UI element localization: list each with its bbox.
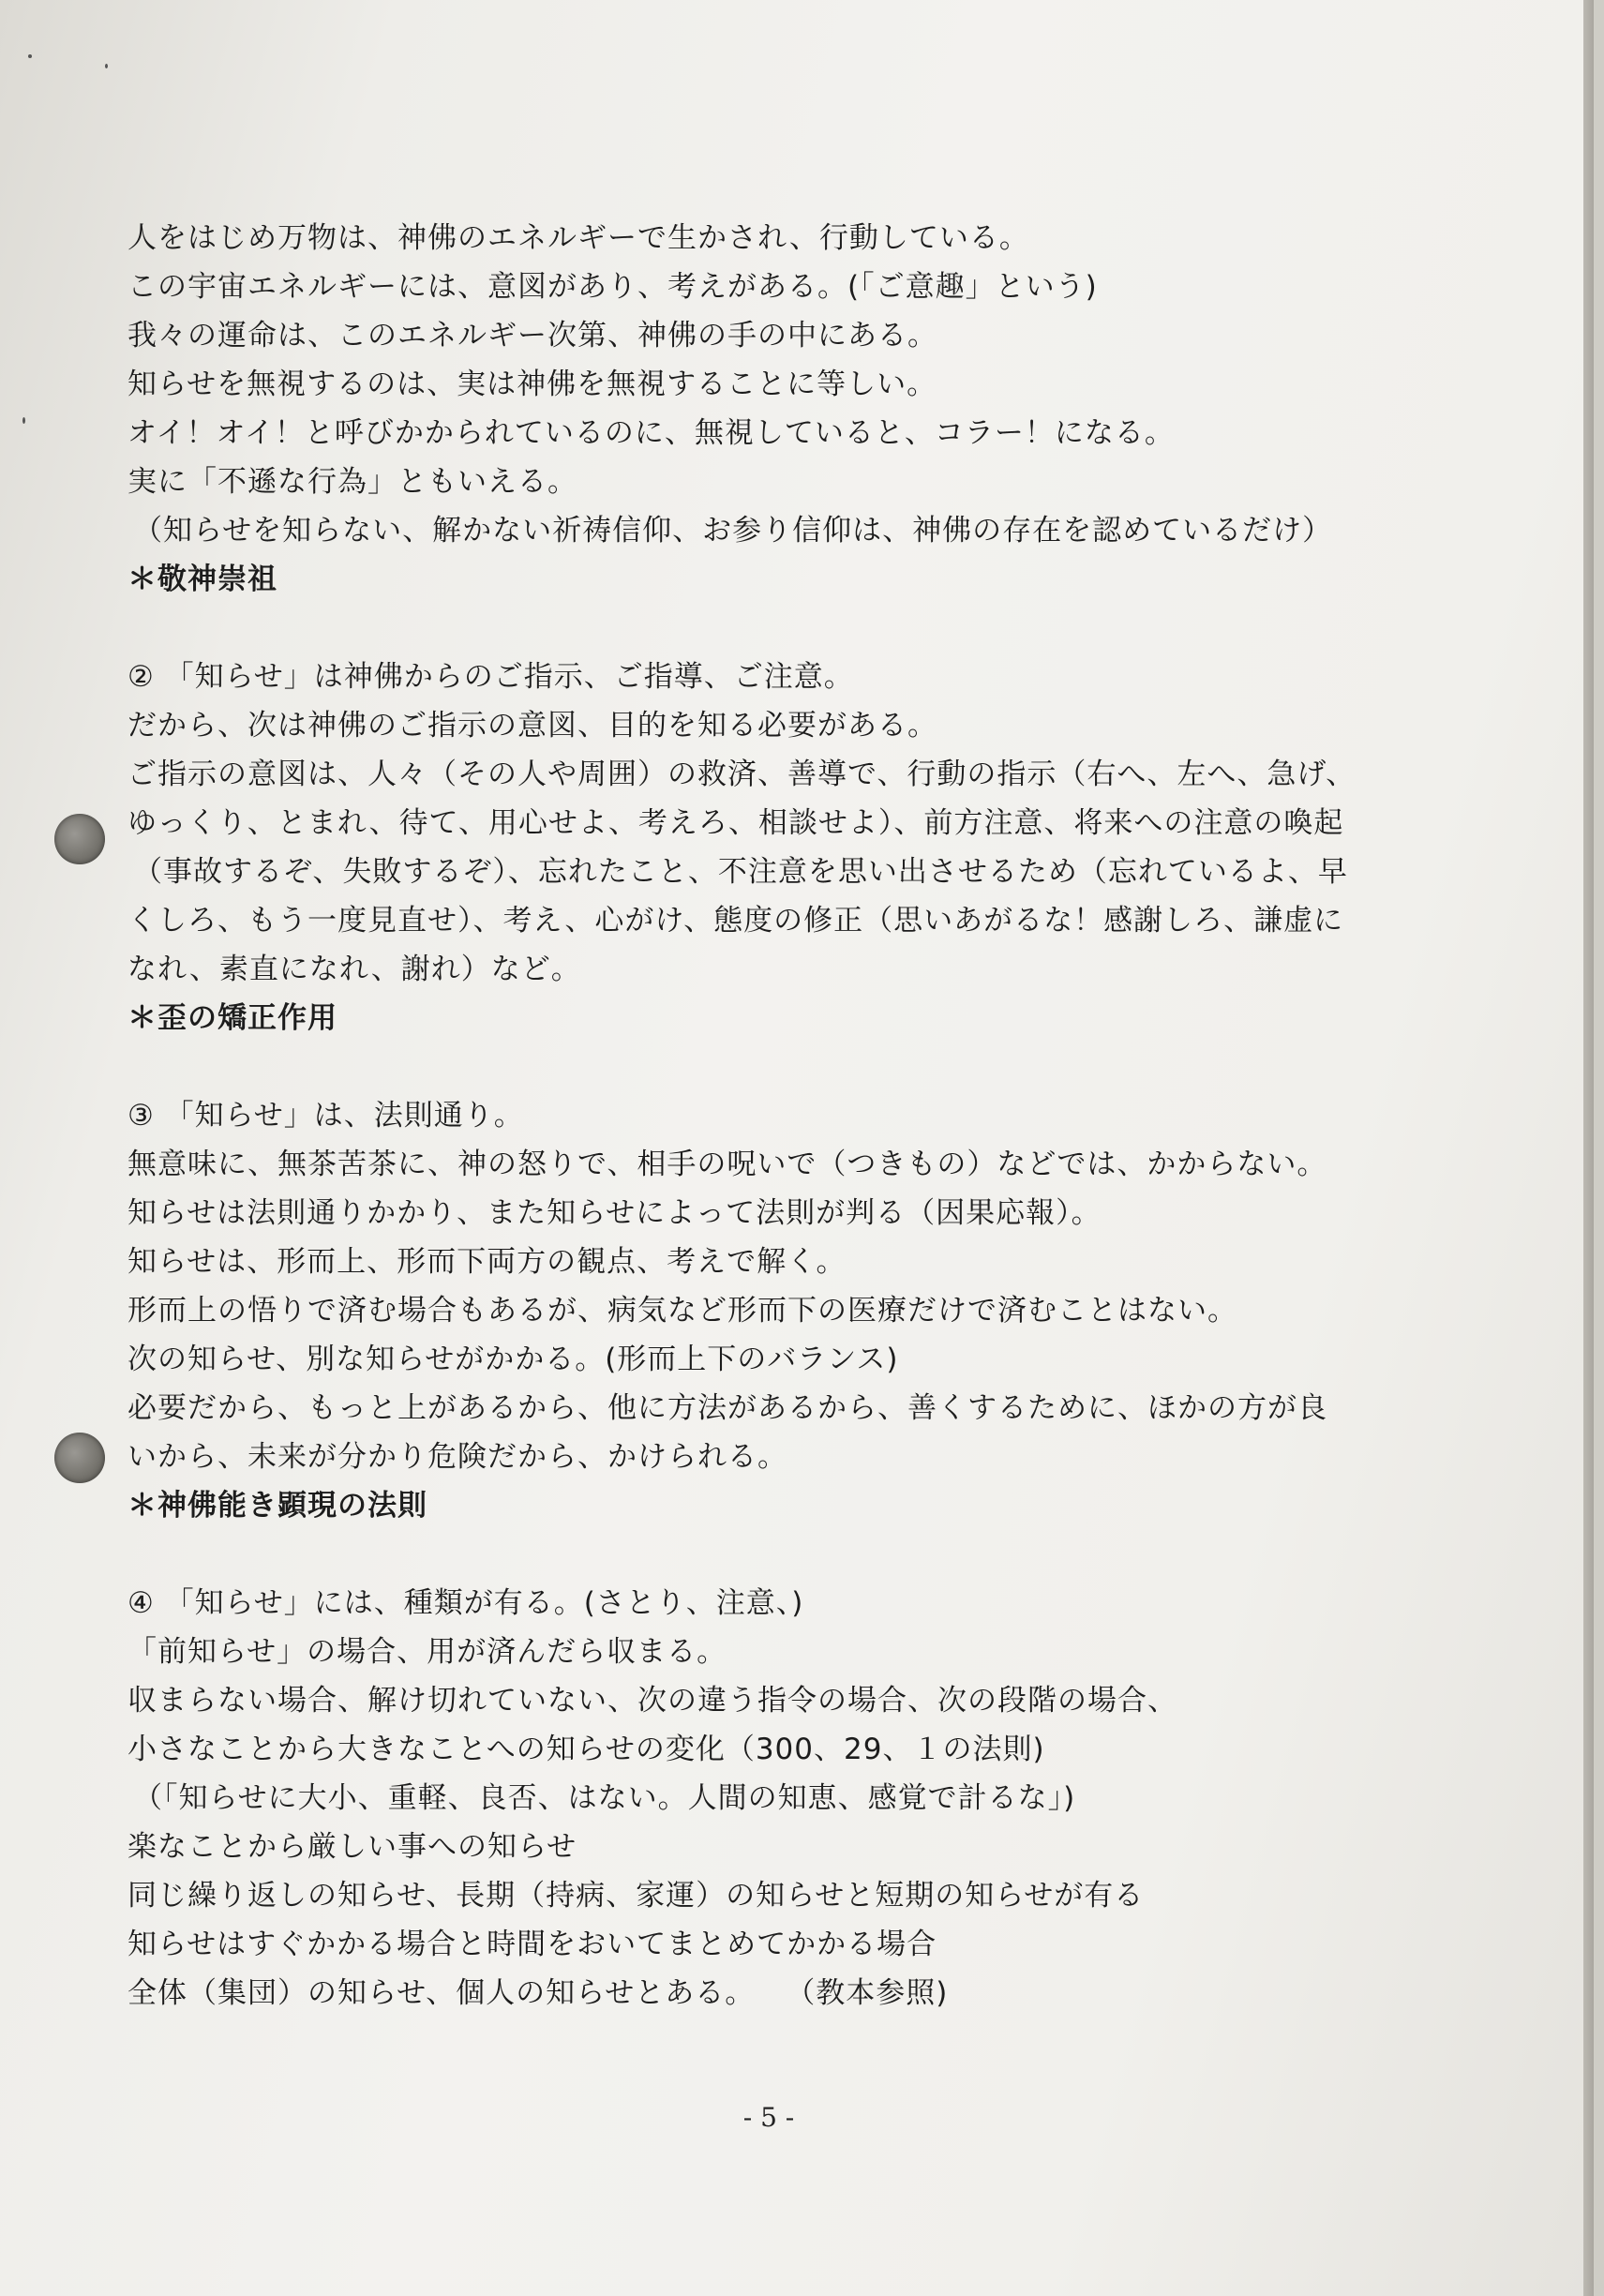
text-line: くしろ、もう一度見直せ）、考え、心がけ、態度の修正（思いあがるな！感謝しろ、謙虚に [127,904,1344,938]
text-line: だから、次は神佛のご指示の意図、目的を知る必要がある。 [127,709,937,743]
text-line: なれ、素直になれ、謝れ）など。 [127,953,581,986]
text-line: 同じ繰り返しの知らせ、長期（持病、家運）の知らせと短期の知らせが有る [127,1879,1145,1913]
text-line: ③ 「知らせ」は、法則通り。 [127,1099,524,1133]
punch-hole-top [54,814,105,864]
text-line: 知らせは法則通りかかり、また知らせによって法則が判る（因果応報）。 [127,1196,1102,1230]
text-line: 「前知らせ」の場合、用が済んだら収まる。 [127,1635,727,1669]
text-line: 小さなことから大きなことへの知らせの変化（300、29、１の法則) [127,1733,1045,1766]
text-line: ゆっくり、とまれ、待て、用心せよ、考えろ、相談せよ）、前方注意、将来への注意の喚起 [127,806,1344,840]
punch-hole-bottom [54,1433,105,1483]
text-line: この宇宙エネルギーには、意図があり、考えがある。(「ご意趣」という) [127,270,1098,304]
text-line: 必要だから、もっと上があるから、他に方法があるから、善くするために、ほかの方が良 [127,1391,1327,1425]
text-line: （知らせを知らない、解かない祈祷信仰、お参り信仰は、神佛の存在を認めているだけ） [133,514,1333,548]
paragraph-summary: ＊神佛能き顕現の法則 [127,1489,427,1523]
paragraph-1 [127,214,1487,604]
text-line: （「知らせに大小、重軽、良否、はない。人間の知恵、感覚で計るな」) [133,1781,1076,1815]
text-line: 楽なことから厳しい事への知らせ [127,1830,577,1864]
paragraph-summary: ＊敬神崇祖 [127,563,277,596]
text-line: オイ！オイ！と呼びかかられているのに、無視していると、コラー！になる。 [127,416,1175,450]
text-line: 全体（集団）の知らせ、個人の知らせとある。 （教本参照) [127,1976,949,2010]
paper-edge [1583,0,1594,2296]
text-line: 知らせはすぐかかる場合と時間をおいてまとめてかかる場合 [127,1928,937,1961]
paper-speck [28,54,32,58]
text-line: 実に「不遜な行為」ともいえる。 [127,465,577,499]
paragraph-spacer [127,604,1487,653]
text-line: 形而上の悟りで済む場合もあるが、病気など形而下の医療だけで済むことはない。 [127,1294,1237,1328]
paragraph-3 [127,1091,1487,1530]
paragraph-4 [127,1579,1487,2018]
paper-speck [105,64,108,68]
text-line: ご指示の意図は、人々（その人や周囲）の救済、善導で、行動の指示（右へ、左へ、急げ、 [127,758,1357,791]
document-body [127,214,1487,2018]
text-line: 我々の運命は、このエネルギー次第、神佛の手の中にある。 [127,319,937,353]
text-line: 無意味に、無茶苦茶に、神の怒りで、相手の呪いで（つきもの）などでは、かからない。 [127,1148,1327,1181]
text-line: （事故するぞ、失敗するぞ）、忘れたこと、不注意を思い出させるため（忘れているよ、早 [133,855,1348,889]
text-line: 人をはじめ万物は、神佛のエネルギーで生かされ、行動している。 [127,221,1029,255]
page-number: - 5 - [742,2102,795,2133]
paper-speck [22,417,25,424]
text-line: 次の知らせ、別な知らせがかかる。(形而上下のバランス) [127,1343,899,1376]
text-line: いから、未来が分かり危険だから、かけられる。 [127,1440,787,1474]
paragraph-spacer [127,1043,1487,1091]
text-line: 収まらない場合、解け切れていない、次の違う指令の場合、次の段階の場合、 [127,1684,1177,1718]
text-line: ② 「知らせ」は神佛からのご指示、ご指導、ご注意。 [127,660,854,694]
text-line: 知らせは、形而上、形而下両方の観点、考えで解く。 [127,1245,847,1279]
paragraph-spacer [127,1530,1487,1579]
paragraph-2 [127,653,1487,1043]
paragraph-summary: ＊歪の矯正作用 [127,1001,337,1035]
text-line: ④ 「知らせ」には、種類が有る。(さとり、注意、) [127,1586,804,1620]
text-line: 知らせを無視するのは、実は神佛を無視することに等しい。 [127,368,937,401]
